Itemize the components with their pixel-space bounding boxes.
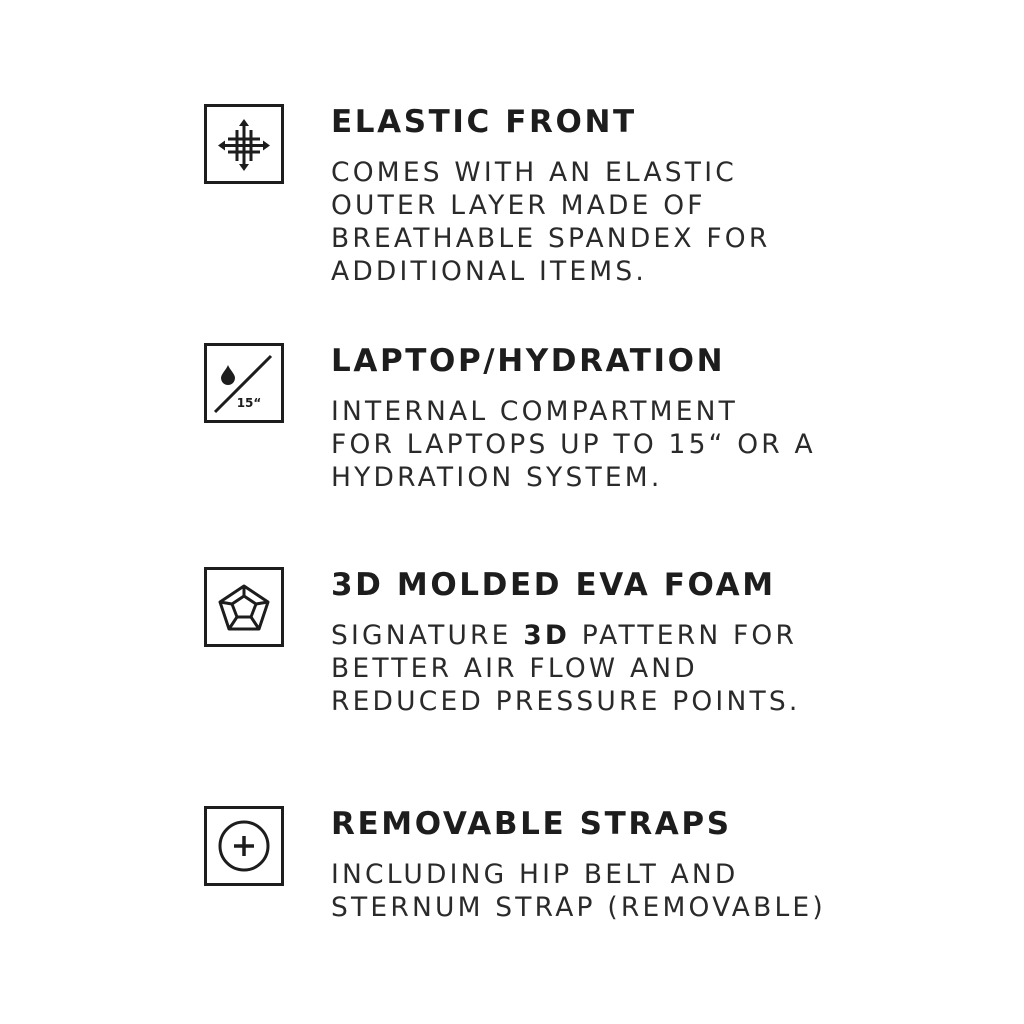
description-line: COMES WITH AN ELASTIC bbox=[331, 157, 737, 188]
feature-description bbox=[331, 619, 801, 718]
description-line: HYDRATION SYSTEM. bbox=[331, 462, 663, 493]
description-line: OUTER LAYER MADE OF bbox=[331, 190, 706, 221]
description-line: FOR LAPTOPS UP TO 15“ OR A bbox=[331, 429, 816, 460]
description-line: INCLUDING HIP BELT AND bbox=[331, 859, 739, 890]
circle-plus-icon bbox=[204, 806, 284, 886]
laptop-size-label: 15“ bbox=[236, 396, 262, 410]
description-text: PATTERN FOR bbox=[570, 620, 798, 651]
description-line: REDUCED PRESSURE POINTS. bbox=[331, 686, 801, 717]
feature-description bbox=[331, 395, 816, 494]
feature-title: REMOVABLE STRAPS bbox=[331, 806, 732, 842]
elastic-grid-arrows-icon bbox=[204, 104, 284, 184]
description-bold-text: 3D bbox=[523, 620, 571, 651]
description-line: ADDITIONAL ITEMS. bbox=[331, 256, 648, 287]
description-line: INTERNAL COMPARTMENT bbox=[331, 396, 739, 427]
feature-description bbox=[331, 156, 770, 288]
description-line: STERNUM STRAP (REMOVABLE) bbox=[331, 892, 826, 923]
feature-title: 3D MOLDED EVA FOAM bbox=[331, 567, 776, 603]
feature-title: LAPTOP/HYDRATION bbox=[331, 343, 726, 379]
description-line bbox=[331, 619, 801, 652]
feature-title: ELASTIC FRONT bbox=[331, 104, 637, 140]
feature-description bbox=[331, 858, 826, 924]
pentagon-foam-icon bbox=[204, 567, 284, 647]
description-text: SIGNATURE bbox=[331, 620, 524, 651]
description-line: BREATHABLE SPANDEX FOR bbox=[331, 223, 771, 254]
description-line: BETTER AIR FLOW AND bbox=[331, 653, 698, 684]
laptop-hydration-icon bbox=[204, 343, 284, 423]
